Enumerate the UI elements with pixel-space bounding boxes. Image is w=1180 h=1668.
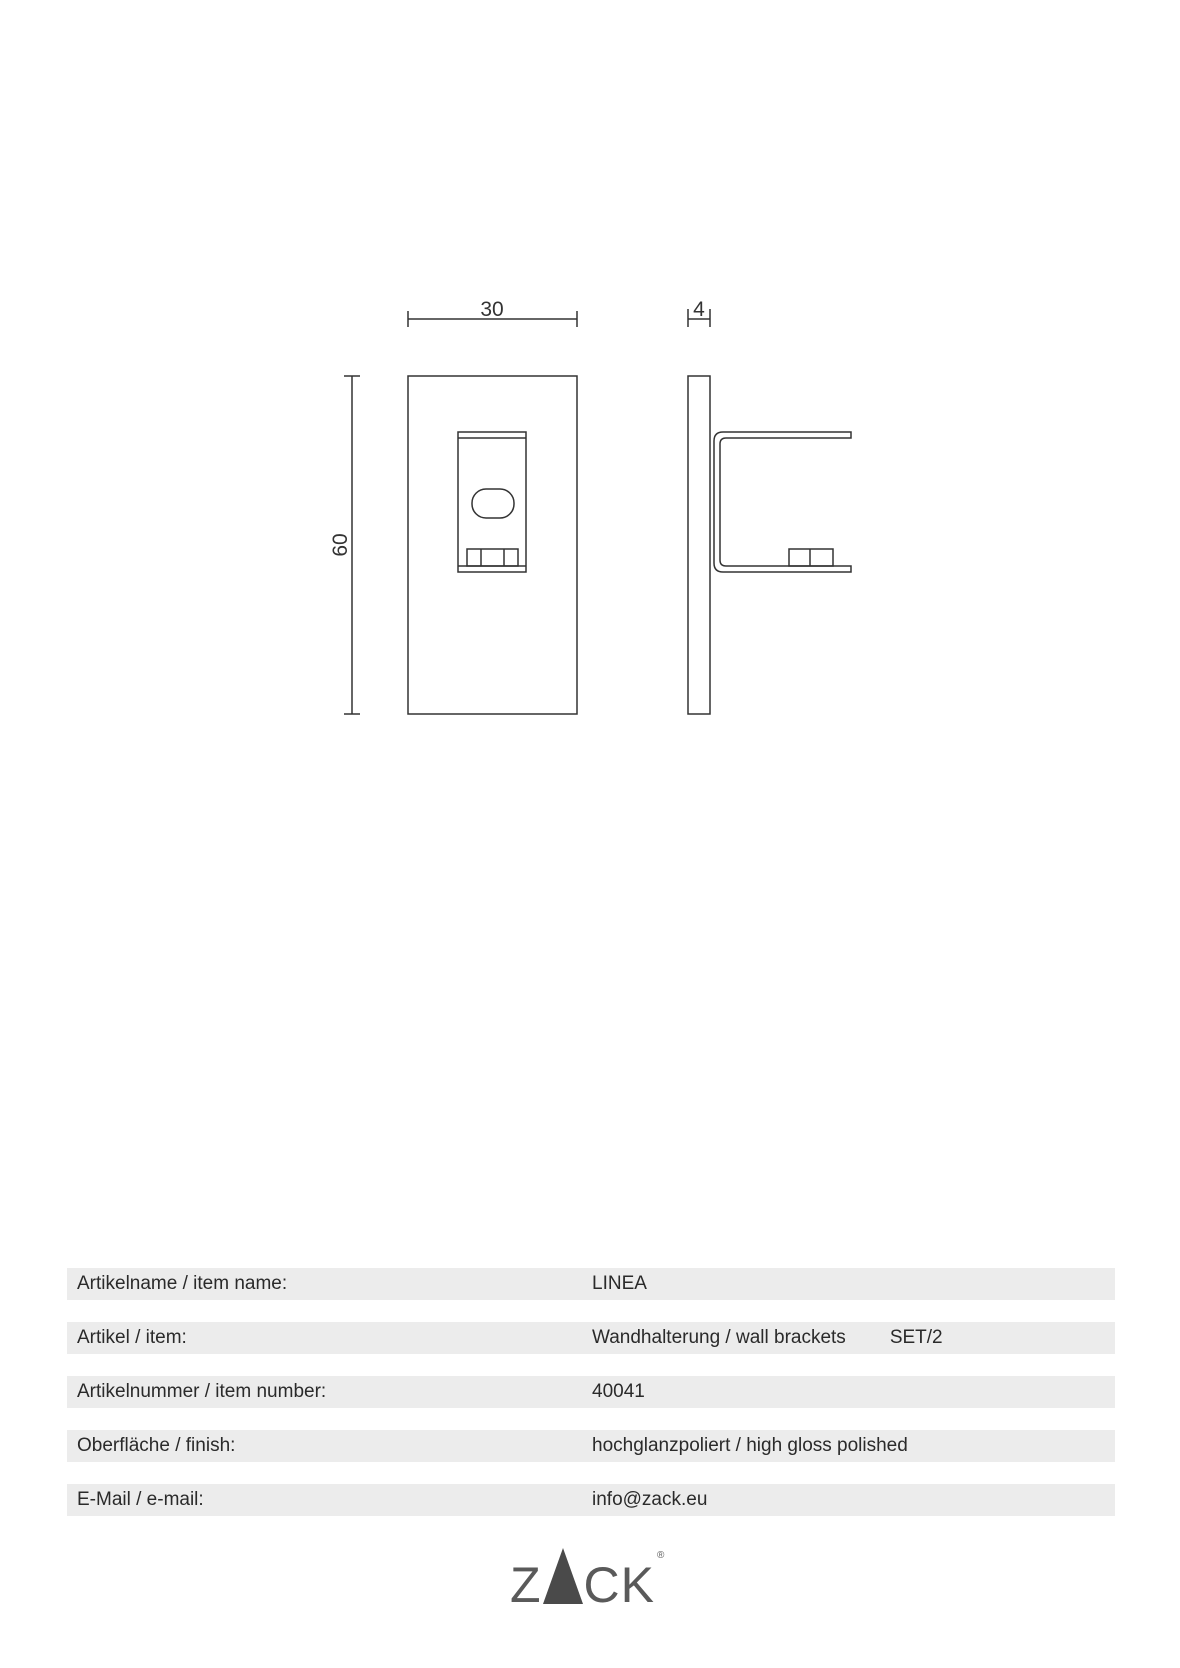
info-value: hochglanzpoliert / high gloss polished	[592, 1435, 908, 1456]
info-label: E-Mail / e-mail:	[77, 1489, 204, 1510]
depth-dimension-label: 4	[693, 298, 705, 321]
logo-letters-ck: CK	[583, 1557, 656, 1613]
info-value: 40041	[592, 1381, 645, 1402]
info-row-item-name	[67, 1268, 1115, 1300]
info-row-finish	[67, 1430, 1115, 1462]
height-dimension-label: 60	[329, 533, 352, 557]
logo-registered-mark: ®	[657, 1550, 665, 1561]
info-label: Artikelnummer / item number:	[77, 1381, 327, 1402]
zack-logo	[510, 1548, 665, 1613]
info-value: LINEA	[592, 1273, 647, 1294]
item-info-table	[67, 1268, 1115, 1538]
info-value	[592, 1327, 1115, 1349]
width-dimension-label: 30	[480, 298, 504, 321]
info-row-item-number	[67, 1376, 1115, 1408]
logo-letter-z: Z	[510, 1557, 542, 1613]
side-view	[688, 376, 851, 714]
info-value-text: Wandhalterung / wall brackets	[592, 1327, 846, 1348]
front-view	[408, 376, 577, 714]
info-value-set: SET/2	[889, 1327, 943, 1348]
info-label: Oberfläche / finish:	[77, 1435, 236, 1456]
technical-drawing	[0, 0, 1180, 760]
info-label: Artikel / item:	[77, 1327, 187, 1348]
logo-triangle-icon	[543, 1548, 583, 1604]
info-row-email	[67, 1484, 1115, 1516]
info-label: Artikelname / item name:	[77, 1273, 288, 1294]
info-value: info@zack.eu	[592, 1489, 708, 1510]
info-row-item	[67, 1322, 1115, 1354]
